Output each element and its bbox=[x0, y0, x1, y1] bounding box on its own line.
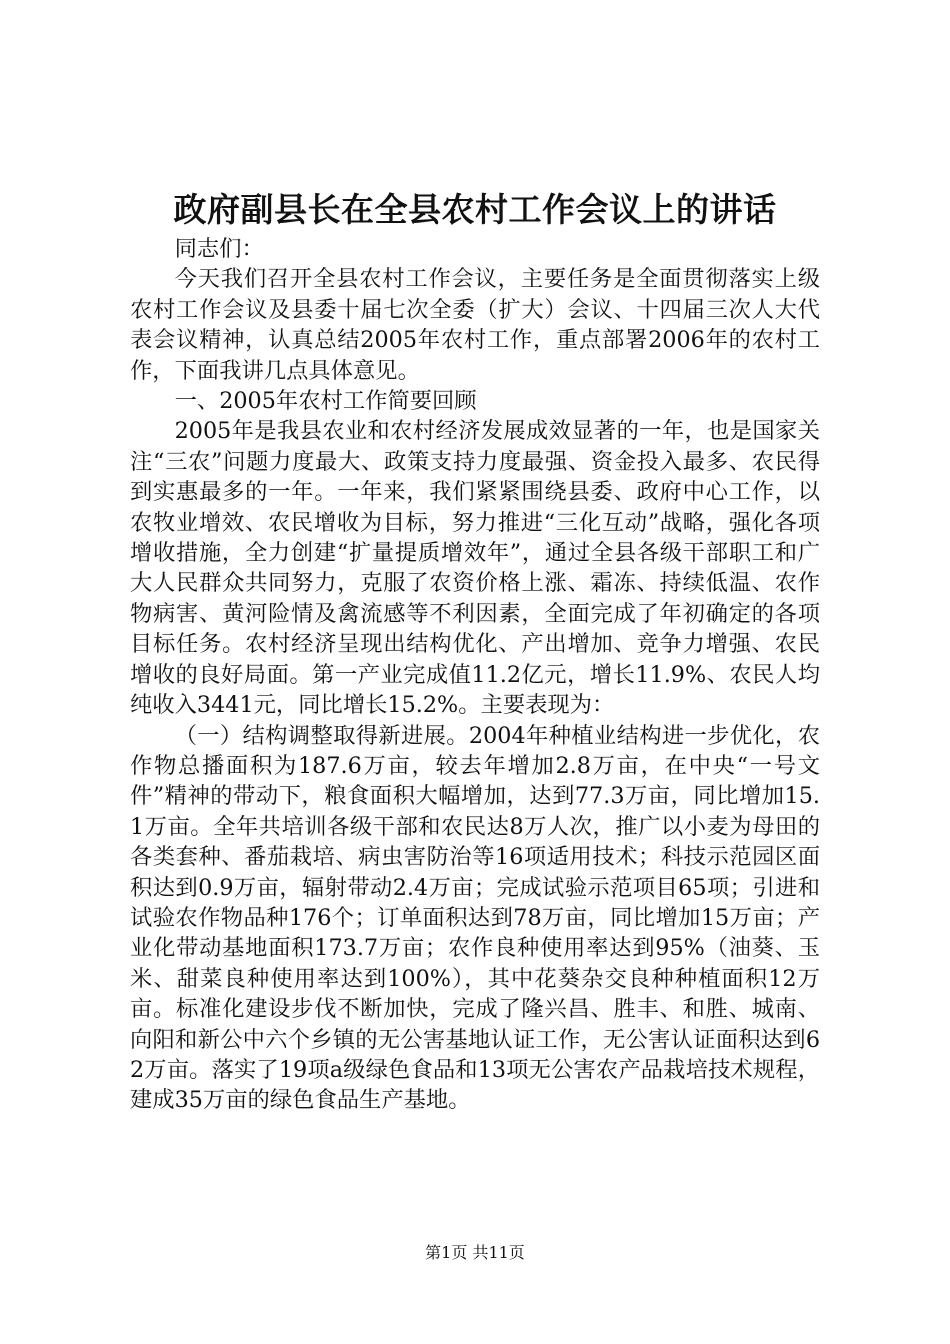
page-footer: 第1页 共11页 bbox=[425, 1243, 525, 1262]
document-title: 政府副县长在全县农村工作会议上的讲话 bbox=[173, 190, 777, 229]
section-heading: 一、2005年农村工作简要回顾 bbox=[174, 388, 477, 415]
salutation-paragraph: 同志们： bbox=[174, 236, 264, 262]
intro-paragraph: 今天我们召开全县农村工作会议，主要任务是全面贯彻落实上级农村工作会议及县委十届七次全委（扩大）会议、十四届三次人大代表会议精神，认真总结2005年农村工作，重点部署2006年的农村工作，下面我讲几点具体意见。 bbox=[130, 266, 820, 384]
review-paragraph: 2005年是我县农业和农村经济发展成效显著的一年，也是国家关注“三农”问题力度最大、政策支持力度最强、资金投入最多、农民得到实惠最多的一年。一年来，我们紧紧围绕县委、政府中心工作，以农牧业增效、农民增收为目标，努力推进“三化互动”战略，强化各项增收措施，全力创建“扩量提质增效年”，通过全县各级干部职工和广大人民群众共同努力，克服了农资价格上涨、霜冻、持续低温、农作物病害、黄河险情及禽流感等不利因素，全面完成了年初确定的各项目标任务。农村经济呈现出结构优化、产出增加、竞争力增强、农民增收的良好局面。第一产业完成值11.2亿元，增长11.9%、农民人均纯收入3441元，同比增长15.2%。主要表现为： bbox=[130, 418, 820, 719]
structure-adjustment-paragraph: （一）结构调整取得新进展。2004年种植业结构进一步优化，农作物总播面积为187.6万亩，较去年增加2.8万亩，在中央“一号文件”精神的带动下，粮食面积大幅增加，达到77.3万亩，同比增加15.1万亩。全年共培训各级干部和农民达8万人次，推广以小麦为母田的各类套种、番茄栽培、病虫害防治等16项适用技术；科技示范园区面积达到0.9万亩，辐射带动2.4万亩；完成试验示范项目65项；引进和试验农作物品种176个；订单面积达到78万亩，同比增加15万亩；产业化带动基地面积173.7万亩；农作良种使用率达到95%（油葵、玉米、甜菜良种使用率达到100%），其中花葵杂交良种种植面积12万亩。标准化建设步伐不断加快，完成了隆兴昌、胜丰、和胜、城南、向阳和新公中六个乡镇的无公害基地认证工作，无公害认证面积达到62万亩。落实了19项a级绿色食品和13项无公害农产品栽培技术规程，建成35万亩的绿色食品生产基地。 bbox=[130, 722, 820, 1114]
document-body bbox=[130, 234, 820, 1116]
